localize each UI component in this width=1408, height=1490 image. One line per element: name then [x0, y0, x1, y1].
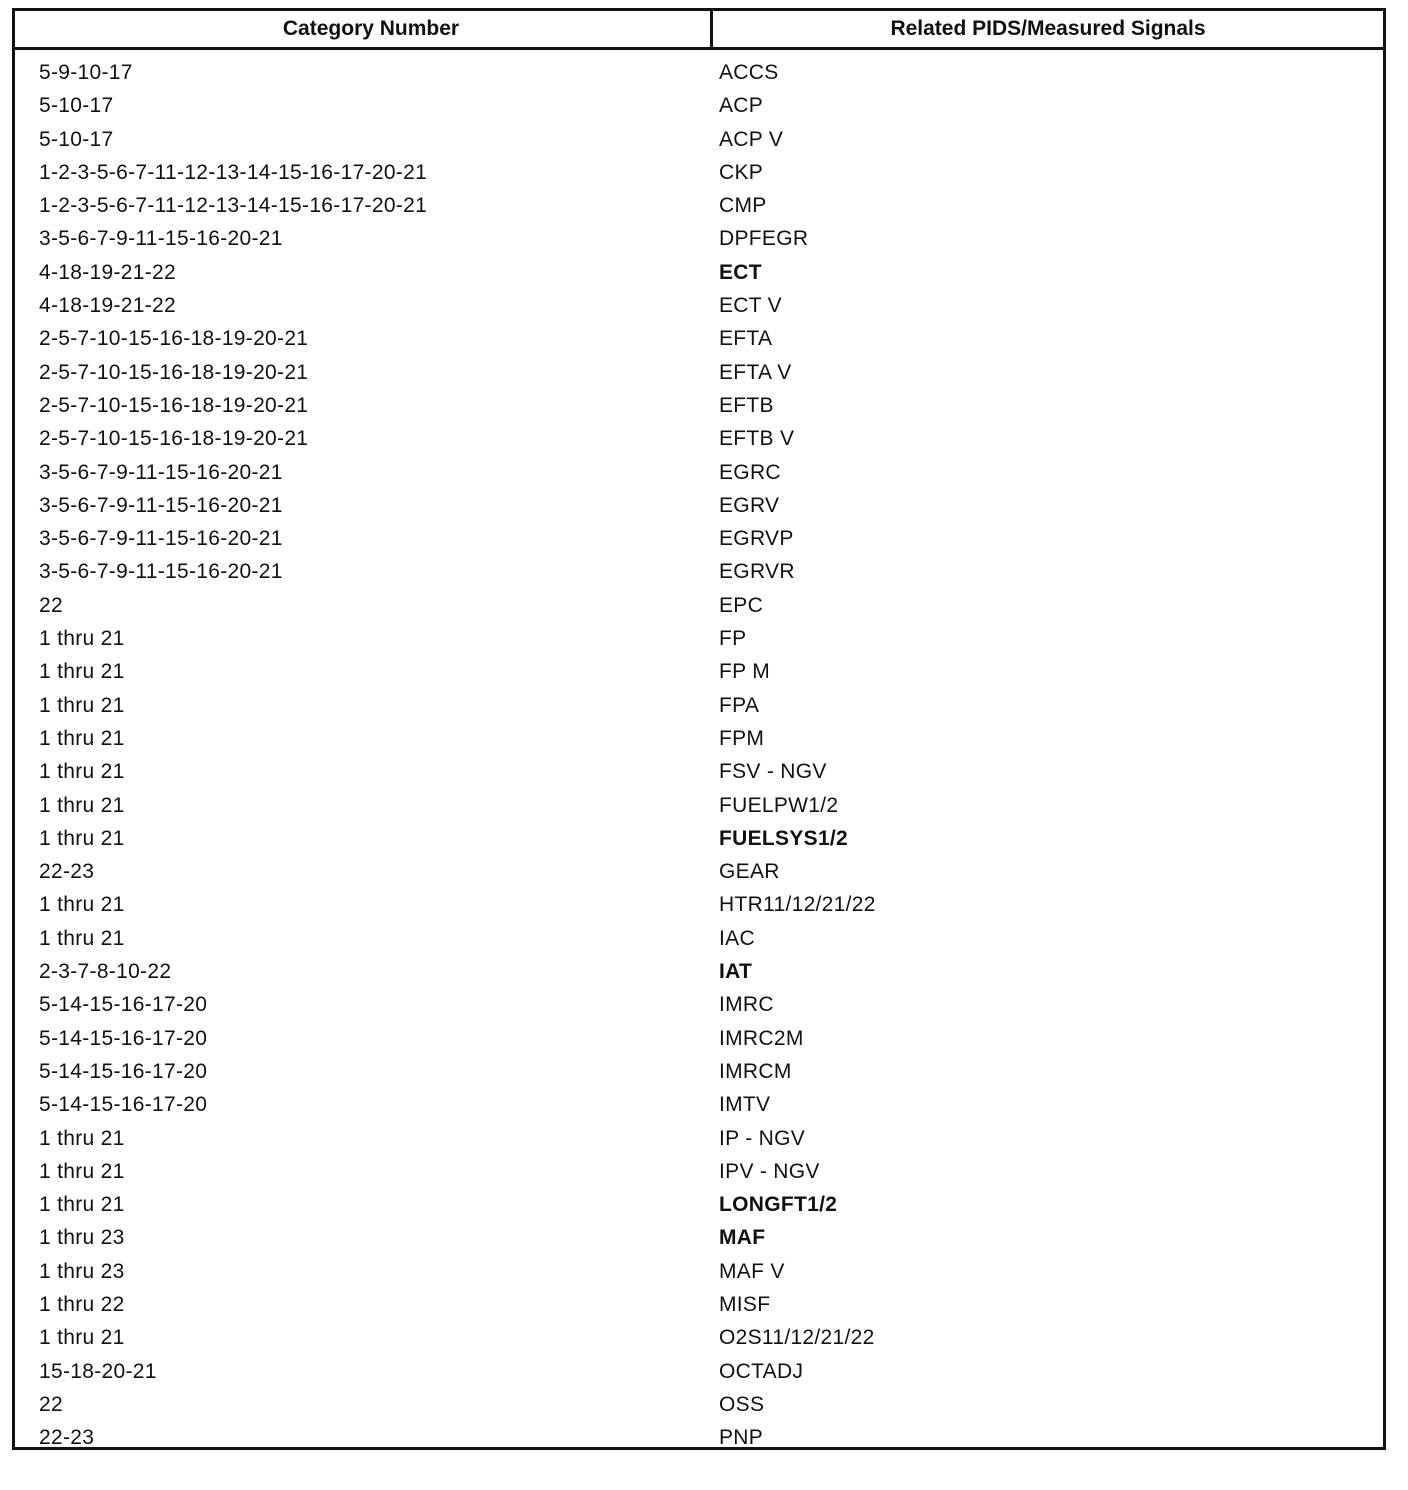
table-row [15, 1221, 1383, 1254]
pid-signal-cell: ACP [719, 94, 764, 118]
pid-category-table [12, 8, 1386, 1450]
pid-signal-cell: CKP [719, 160, 764, 184]
category-number-cell: 3-5-6-7-9-11-15-16-20-21 [39, 227, 283, 251]
pid-signal-cell: FP [719, 627, 747, 651]
pid-signal-cell: IPV - NGV [719, 1159, 820, 1183]
category-number-header: Category Number [282, 17, 460, 40]
pid-signal-cell: EFTB V [719, 427, 795, 451]
pid-signal-cell: LONGFT1/2 [719, 1193, 838, 1217]
table-row [15, 888, 1383, 921]
pid-signal-cell: EPC [719, 593, 764, 617]
category-number-cell: 15-18-20-21 [39, 1359, 157, 1383]
related-pids-header: Related PIDS/Measured Signals [890, 17, 1206, 40]
table-row [15, 156, 1383, 189]
table-row [15, 356, 1383, 389]
table-row [15, 1088, 1383, 1121]
pid-signal-cell: IMRCM [719, 1059, 792, 1083]
table-row [15, 1022, 1383, 1055]
table-row [15, 555, 1383, 588]
category-number-cell: 1 thru 21 [39, 826, 125, 850]
category-number-cell: 1 thru 21 [39, 660, 125, 684]
table-row [15, 655, 1383, 688]
table-row [15, 289, 1383, 322]
table-row [15, 456, 1383, 489]
table-header-row [15, 11, 1383, 50]
category-number-cell: 3-5-6-7-9-11-15-16-20-21 [39, 527, 283, 551]
pid-signal-cell: HTR11/12/21/22 [719, 893, 876, 917]
category-number-cell: 1 thru 22 [39, 1292, 125, 1316]
table-row [15, 755, 1383, 788]
pid-signal-cell: EGRC [719, 460, 781, 484]
table-row [15, 722, 1383, 755]
category-number-cell: 1 thru 21 [39, 760, 125, 784]
table-row [15, 855, 1383, 888]
category-number-cell: 2-5-7-10-15-16-18-19-20-21 [39, 327, 309, 351]
pid-signal-cell: IAT [719, 960, 753, 984]
table-row [15, 322, 1383, 355]
category-number-cell: 1 thru 21 [39, 693, 125, 717]
category-number-cell: 2-5-7-10-15-16-18-19-20-21 [39, 360, 309, 384]
pid-signal-cell: IP - NGV [719, 1126, 806, 1150]
pid-signal-cell: EFTB [719, 393, 774, 417]
category-number-cell: 5-10-17 [39, 94, 114, 118]
table-row [15, 622, 1383, 655]
category-number-cell: 1-2-3-5-6-7-11-12-13-14-15-16-17-20-21 [39, 160, 428, 184]
pid-signal-cell: IMTV [719, 1093, 771, 1117]
table-row [15, 1421, 1383, 1454]
table-row [15, 1055, 1383, 1088]
category-number-cell: 1 thru 21 [39, 893, 125, 917]
table-row [15, 1155, 1383, 1188]
pid-signal-cell: FP M [719, 660, 770, 684]
pid-signal-cell: IMRC [719, 993, 774, 1017]
category-number-cell: 22 [39, 1392, 63, 1416]
pid-signal-cell: MISF [719, 1292, 771, 1316]
table-row [15, 1255, 1383, 1288]
category-number-cell: 3-5-6-7-9-11-15-16-20-21 [39, 560, 283, 584]
table-row [15, 123, 1383, 156]
pid-signal-cell: IAC [719, 926, 755, 950]
table-row [15, 389, 1383, 422]
table-row [15, 56, 1383, 89]
pid-signal-cell: ACCS [719, 61, 779, 84]
category-number-cell: 22 [39, 593, 63, 617]
table-body [15, 56, 1383, 1454]
pid-signal-cell: EGRV [719, 493, 780, 517]
category-number-cell: 1-2-3-5-6-7-11-12-13-14-15-16-17-20-21 [39, 194, 428, 218]
table-row [15, 89, 1383, 122]
category-number-cell: 4-18-19-21-22 [39, 294, 176, 318]
category-number-cell: 1 thru 21 [39, 1126, 125, 1150]
table-row [15, 489, 1383, 522]
table-row [15, 1321, 1383, 1354]
pid-signal-cell: FPA [719, 693, 760, 717]
pid-signal-cell: O2S11/12/21/22 [719, 1326, 875, 1350]
table-row [15, 256, 1383, 289]
pid-signal-cell: EFTA [719, 327, 773, 351]
table-row [15, 988, 1383, 1021]
category-number-cell: 22-23 [39, 860, 95, 884]
table-row [15, 1188, 1383, 1221]
category-number-cell: 2-5-7-10-15-16-18-19-20-21 [39, 393, 309, 417]
pid-signal-cell: EGRVP [719, 527, 794, 551]
table-row [15, 522, 1383, 555]
pid-signal-cell: FUELPW1/2 [719, 793, 839, 817]
pid-signal-cell: OCTADJ [719, 1359, 804, 1383]
pid-signal-cell: CMP [719, 194, 767, 218]
pid-signal-cell: PNP [719, 1426, 764, 1450]
pid-signal-cell: MAF V [719, 1259, 785, 1283]
pid-signal-cell: GEAR [719, 860, 780, 884]
pid-signal-cell: EFTA V [719, 360, 792, 384]
pid-signal-cell: FUELSYS1/2 [719, 826, 849, 850]
category-number-cell: 1 thru 23 [39, 1259, 125, 1283]
category-number-cell: 5-14-15-16-17-20 [39, 993, 208, 1017]
category-number-cell: 1 thru 21 [39, 1193, 125, 1217]
pid-signal-cell: FPM [719, 726, 765, 750]
category-number-cell: 1 thru 21 [39, 1159, 125, 1183]
pid-signal-cell: MAF [719, 1226, 766, 1250]
category-number-cell: 2-5-7-10-15-16-18-19-20-21 [39, 427, 309, 451]
table-row [15, 789, 1383, 822]
category-number-cell: 5-14-15-16-17-20 [39, 1059, 208, 1083]
table-row [15, 1355, 1383, 1388]
category-number-cell: 5-14-15-16-17-20 [39, 1093, 208, 1117]
table-row [15, 922, 1383, 955]
table-row [15, 955, 1383, 988]
category-number-cell: 22-23 [39, 1426, 95, 1450]
category-number-cell: 5-14-15-16-17-20 [39, 1026, 208, 1050]
table-row [15, 1288, 1383, 1321]
pid-signal-cell: IMRC2M [719, 1026, 804, 1050]
table-row [15, 822, 1383, 855]
pid-signal-cell: ECT [719, 260, 762, 284]
table-row [15, 222, 1383, 255]
category-number-cell: 1 thru 21 [39, 726, 125, 750]
category-number-cell: 1 thru 21 [39, 1326, 125, 1350]
category-number-cell: 1 thru 21 [39, 926, 125, 950]
pid-signal-cell: DPFEGR [719, 227, 809, 251]
table-row [15, 1122, 1383, 1155]
pid-signal-cell: EGRVR [719, 560, 795, 584]
table-row [15, 689, 1383, 722]
pid-signal-cell: OSS [719, 1392, 765, 1416]
pid-signal-cell: ECT V [719, 294, 782, 318]
pid-signal-cell: FSV - NGV [719, 760, 827, 784]
category-number-cell: 5-9-10-17 [39, 61, 133, 84]
category-number-cell: 1 thru 21 [39, 627, 125, 651]
category-number-cell: 3-5-6-7-9-11-15-16-20-21 [39, 460, 283, 484]
category-number-cell: 1 thru 21 [39, 793, 125, 817]
pid-signal-cell: ACP V [719, 127, 784, 151]
category-number-cell: 5-10-17 [39, 127, 114, 151]
table-row [15, 1388, 1383, 1421]
category-number-cell: 3-5-6-7-9-11-15-16-20-21 [39, 493, 283, 517]
table-row [15, 422, 1383, 455]
category-number-cell: 2-3-7-8-10-22 [39, 960, 172, 984]
table-row [15, 189, 1383, 222]
category-number-cell: 1 thru 23 [39, 1226, 125, 1250]
table-row [15, 589, 1383, 622]
category-number-cell: 4-18-19-21-22 [39, 260, 176, 284]
